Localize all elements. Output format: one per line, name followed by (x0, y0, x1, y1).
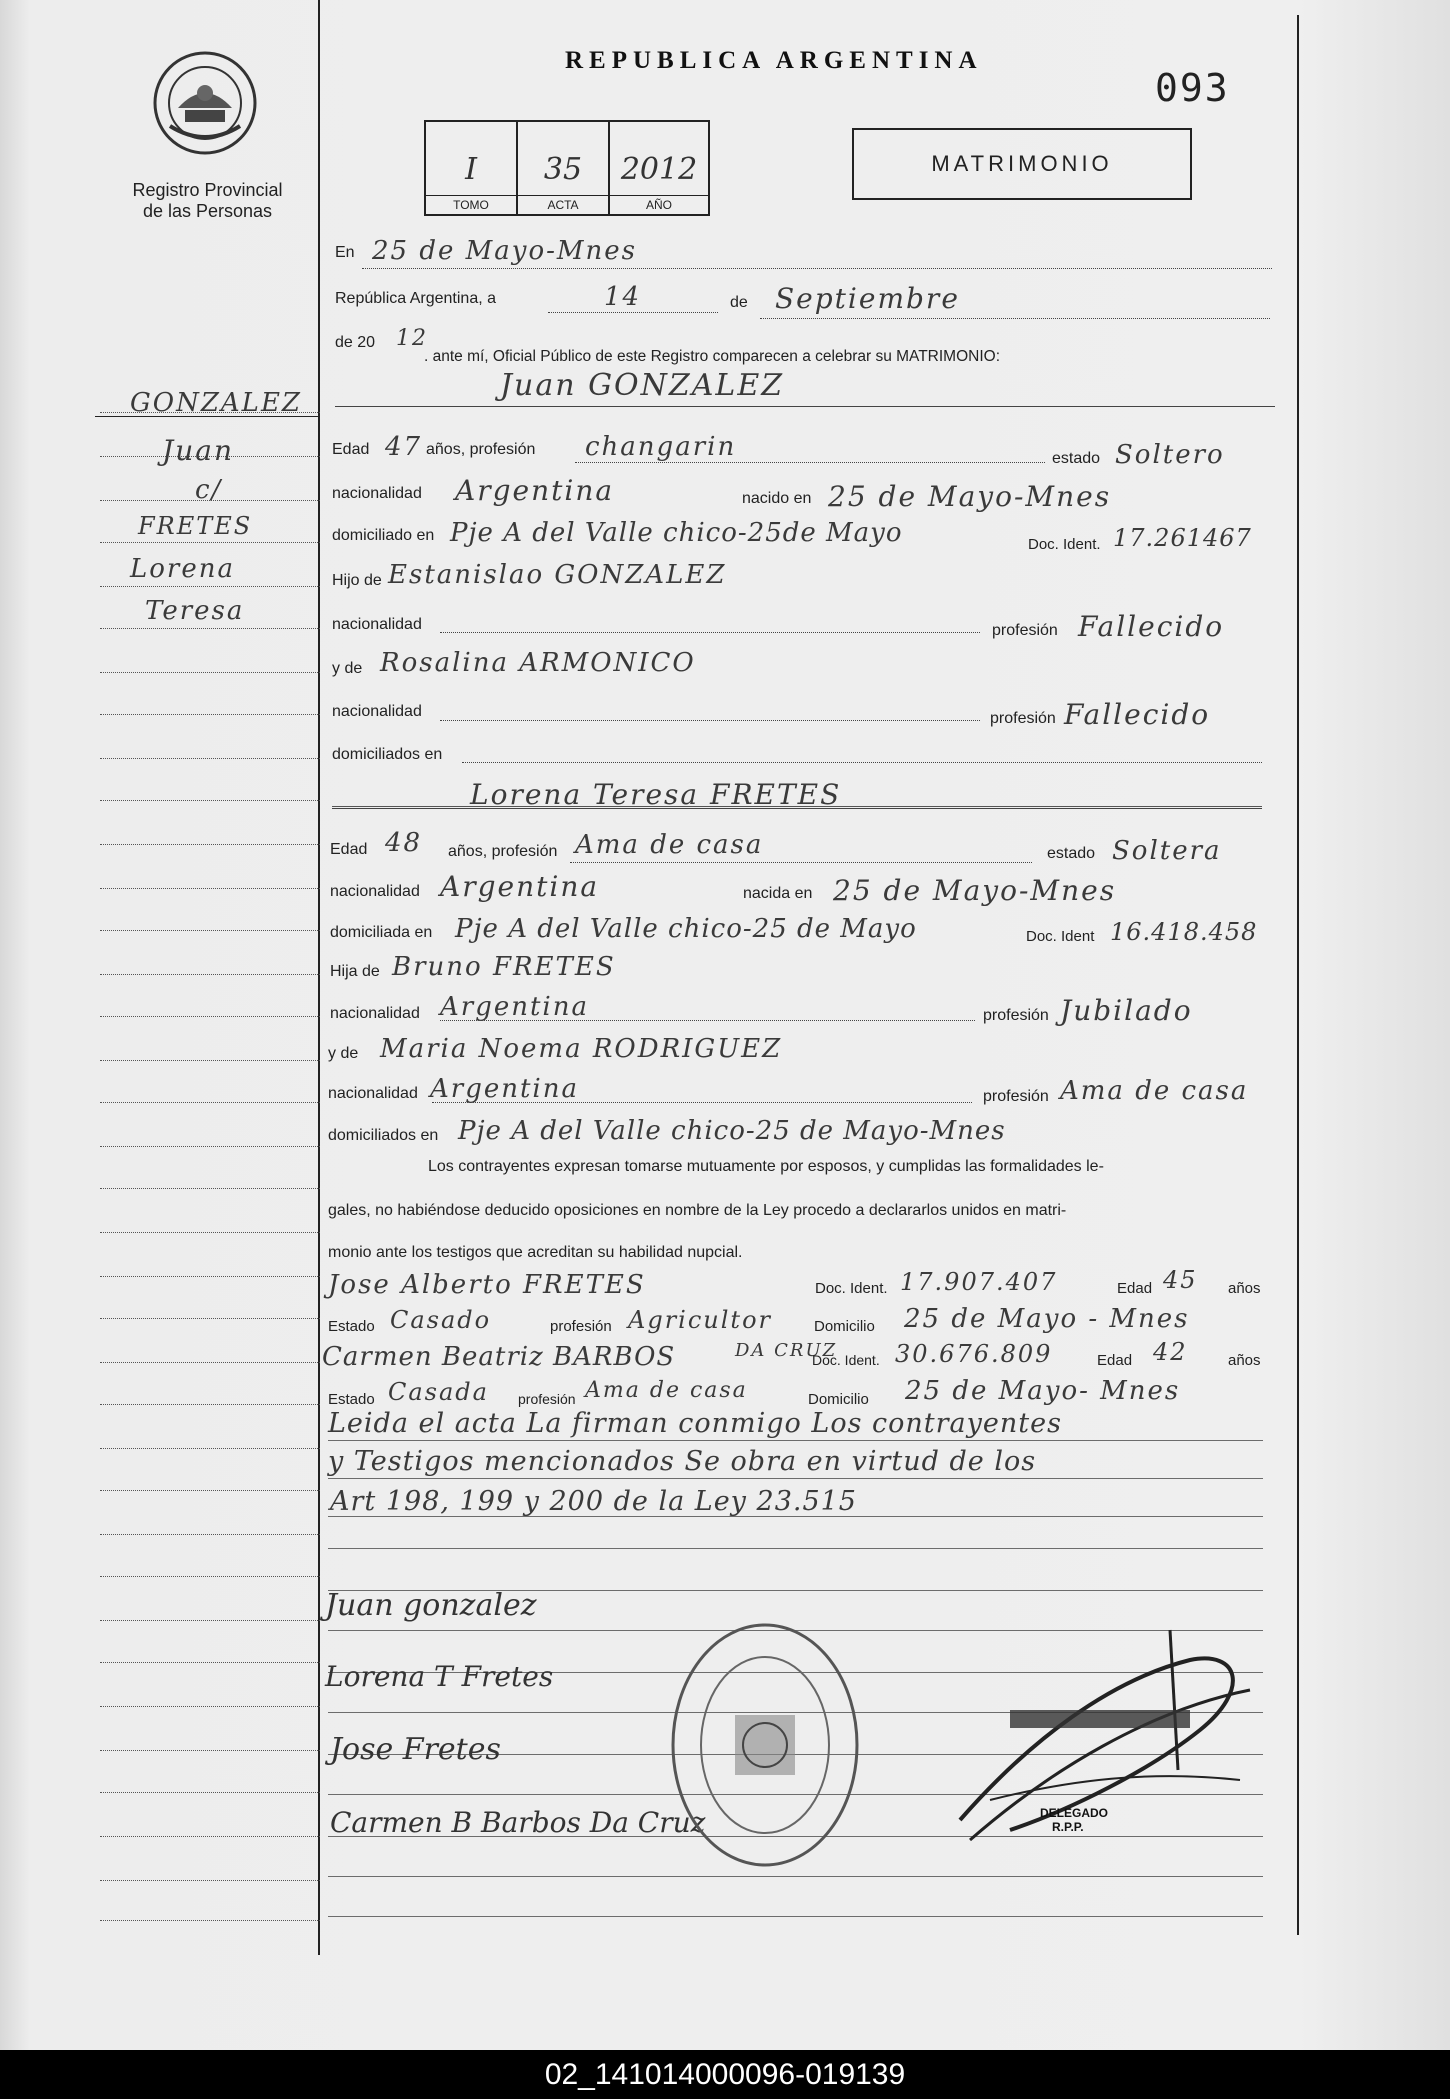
groom-father-nac-label: nacionalidad (332, 616, 422, 633)
acta-value: 35 (543, 152, 583, 187)
groom-mother-prof-label: profesión (990, 710, 1056, 727)
bride-mother: Maria Noema RODRIGUEZ (380, 1034, 783, 1064)
bride-mother-nac: Argentina (430, 1074, 579, 1104)
witness1-prof: Agricultor (628, 1306, 772, 1334)
bride-age: 48 (385, 828, 423, 858)
witness2-name: Carmen Beatriz BARBOS (322, 1342, 676, 1372)
dotted-line (440, 632, 980, 633)
registry-label-line-2: de las Personas (142, 201, 273, 221)
groom-age: 47 (385, 432, 423, 462)
witness2-estado: Casada (388, 1378, 489, 1406)
dotted-line (432, 1102, 972, 1103)
dotted-line (440, 720, 980, 721)
margin-name-bride: Lorena (130, 554, 235, 584)
groom-name: Juan GONZALEZ (500, 368, 785, 403)
legal-line-1: Los contrayentes expresan tomarse mutuamente por esposos, y cumplidas las formalidades le- (428, 1158, 1104, 1175)
groom-mother: Rosalina ARMONICO (380, 648, 696, 678)
witness1-prof-label: profesión (550, 1318, 612, 1335)
groom-mother-prof: Fallecido (1064, 698, 1211, 731)
witness1-age: 45 (1163, 1266, 1198, 1294)
tomo-caption: TOMO (426, 195, 516, 214)
bride-domicilio-label: domiciliada en (330, 924, 433, 941)
name-rule (332, 808, 1262, 809)
witness2-age: 42 (1153, 1338, 1188, 1366)
witness2-edad-label: Edad (1097, 1352, 1133, 1369)
bride-estado-label: estado (1047, 845, 1096, 862)
witness2-doc-label: Doc. Ident. (812, 1352, 880, 1368)
groom-mother-label: y de (332, 660, 363, 677)
acta-caption: ACTA (518, 195, 608, 214)
bride-profesion-label: años, profesión (448, 843, 558, 860)
republica-label: República Argentina, a (335, 290, 496, 307)
groom-father: Estanislao GONZALEZ (388, 560, 727, 590)
witness1-edad-label: Edad (1117, 1280, 1153, 1297)
bride-address: Pje A del Valle chico-25 de Mayo (455, 914, 917, 944)
dotted-line (362, 268, 1272, 269)
witness1-dom-label: Domicilio (814, 1318, 875, 1335)
place-value: 25 de Mayo-Mnes (372, 236, 637, 266)
bride-father-nac-label: nacionalidad (330, 1005, 420, 1022)
bride-birthplace: 25 de Mayo-Mnes (833, 874, 1117, 907)
witness2-extra: DA CRUZ (735, 1340, 838, 1361)
bride-father: Bruno FRETES (392, 952, 616, 982)
signature-witness2: Carmen B Barbos Da Cruz (330, 1806, 706, 1839)
bride-nationality: Argentina (440, 870, 600, 903)
signature-bride: Lorena T Fretes (325, 1660, 554, 1693)
witness1-doc-label: Doc. Ident. (815, 1280, 888, 1297)
year-prefix: de 20 (335, 334, 376, 351)
groom-estado: Soltero (1115, 440, 1225, 470)
margin-surname-bride: FRETES (138, 512, 253, 540)
official-title: DELEGADO (1040, 1806, 1109, 1820)
bride-doc-label: Doc. Ident (1026, 928, 1095, 945)
tomo-value: I (465, 152, 477, 187)
bride-father-label: Hija de (330, 963, 380, 980)
groom-estado-label: estado (1052, 450, 1101, 467)
tomo-cell (426, 122, 518, 214)
ano-cell (610, 122, 708, 214)
registry-label (110, 180, 305, 222)
margin-surname-groom: GONZALEZ (130, 388, 302, 418)
registry-stamp-icon (665, 1615, 865, 1875)
bride-edad-label: Edad (330, 841, 368, 858)
acta-cell (518, 122, 610, 214)
bride-name: Lorena Teresa FRETES (470, 778, 842, 811)
record-type-box: MATRIMONIO (852, 128, 1192, 200)
closing-line-3: Art 198, 199 y 200 de la Ley 23.515 (330, 1486, 857, 1517)
bride-father-prof-label: profesión (983, 1007, 1049, 1024)
ano-value: 2012 (620, 152, 698, 187)
signature-groom: Juan gonzalez (325, 1588, 537, 1623)
bride-mother-prof-label: profesión (983, 1088, 1049, 1105)
name-rule (335, 406, 1275, 407)
groom-domicilio-label: domiciliado en (332, 527, 435, 544)
legal-line-2: gales, no habiéndose deducido oposiciones en nombre de la Ley procedo a declararlos unidos en matri- (328, 1202, 1067, 1219)
bride-father-nac: Argentina (440, 992, 589, 1022)
dotted-line (760, 318, 1270, 319)
margin-name-groom: Juan (162, 434, 234, 467)
groom-birthplace: 25 de Mayo-Mnes (828, 480, 1112, 513)
legal-line-3: monio ante los testigos que acreditan su habilidad nupcial. (328, 1244, 743, 1261)
bride-doc: 16.418.458 (1110, 918, 1258, 946)
tomo-acta-ano-box (424, 120, 710, 216)
groom-doc: 17.261467 (1113, 524, 1252, 552)
groom-profesion-label: años, profesión (426, 441, 536, 458)
en-label: En (335, 244, 355, 261)
barcode-caption: 02_141014000096-019139 (544, 2057, 906, 2091)
groom-edad-label: Edad (332, 441, 370, 458)
margin-con: c/ (195, 475, 223, 505)
bride-nacionalidad-label: nacionalidad (330, 883, 420, 900)
margin-middle-bride: Teresa (145, 596, 245, 626)
barcode-caption-bar (0, 2050, 1450, 2099)
closing-line-1: Leida el acta La firman conmigo Los contrayentes (328, 1408, 1062, 1439)
provincial-seal-icon (150, 48, 260, 158)
witness1-dom: 25 de Mayo - Mnes (904, 1304, 1190, 1334)
groom-nationality: Argentina (455, 474, 615, 507)
dotted-line (570, 862, 1032, 863)
witness2-dom: 25 de Mayo- Mnes (905, 1376, 1181, 1406)
witness1-name: Jose Alberto FRETES (328, 1270, 646, 1300)
dotted-line (548, 312, 718, 313)
ano-caption: AÑO (610, 195, 708, 214)
bride-domiciliados-label: domiciliados en (328, 1127, 439, 1144)
bride-nacida-label: nacida en (743, 885, 813, 902)
bride-father-prof: Jubilado (1060, 994, 1193, 1027)
groom-mother-nac-label: nacionalidad (332, 703, 422, 720)
month-value: Septiembre (775, 282, 960, 315)
right-frame-line (1297, 15, 1299, 1935)
signature-witness1: Jose Fretes (330, 1732, 501, 1767)
groom-father-prof-label: profesión (992, 622, 1058, 639)
witness1-estado: Casado (390, 1306, 492, 1334)
witness2-prof: Ama de casa (585, 1378, 748, 1403)
groom-nacionalidad-label: nacionalidad (332, 485, 422, 502)
year-suffix: 12 (396, 326, 428, 351)
country-title: REPUBLICA ARGENTINA (565, 47, 983, 74)
witness1-doc: 17.907.407 (900, 1268, 1058, 1296)
day-value: 14 (604, 282, 642, 312)
witness2-dom-label: Domicilio (808, 1391, 869, 1408)
intro-sentence: . ante mí, Oficial Público de este Registro comparecen a celebrar su MATRIMONIO: (424, 348, 1001, 365)
groom-father-label: Hijo de (332, 572, 382, 589)
dotted-line (575, 462, 1045, 463)
bride-profession: Ama de casa (575, 830, 764, 860)
witness2-prof-label: profesión (518, 1391, 576, 1407)
groom-doc-label: Doc. Ident. (1028, 536, 1101, 553)
witness1-estado-label: Estado (328, 1318, 375, 1335)
bride-mother-nac-label: nacionalidad (328, 1085, 418, 1102)
witness2-doc: 30.676.809 (895, 1340, 1053, 1368)
margin-underline (95, 416, 320, 417)
dotted-line (462, 762, 1262, 763)
bride-estado: Soltera (1112, 836, 1222, 866)
witness2-estado-label: Estado (328, 1391, 375, 1408)
folio-number: 093 (1155, 66, 1230, 110)
bride-parents-address: Pje A del Valle chico-25 de Mayo-Mnes (458, 1116, 1006, 1146)
groom-nacido-label: nacido en (742, 490, 812, 507)
official-signature-icon (950, 1620, 1270, 1870)
groom-domiciliados-label: domiciliados en (332, 746, 443, 763)
groom-father-prof: Fallecido (1078, 610, 1225, 643)
de-label: de (730, 294, 748, 311)
witness2-anos: años (1228, 1352, 1261, 1369)
registry-label-line-1: Registro Provincial (132, 180, 283, 200)
groom-address: Pje A del Valle chico-25de Mayo (450, 518, 903, 548)
groom-profession: changarin (585, 432, 737, 462)
closing-line-2: y Testigos mencionados Se obra en virtud de los (328, 1446, 1037, 1477)
official-subtitle: R.P.P. (1052, 1820, 1084, 1834)
bride-mother-label: y de (328, 1045, 359, 1062)
dotted-line (440, 1020, 975, 1021)
bride-mother-prof: Ama de casa (1060, 1076, 1249, 1106)
witness1-anos: años (1228, 1280, 1261, 1297)
